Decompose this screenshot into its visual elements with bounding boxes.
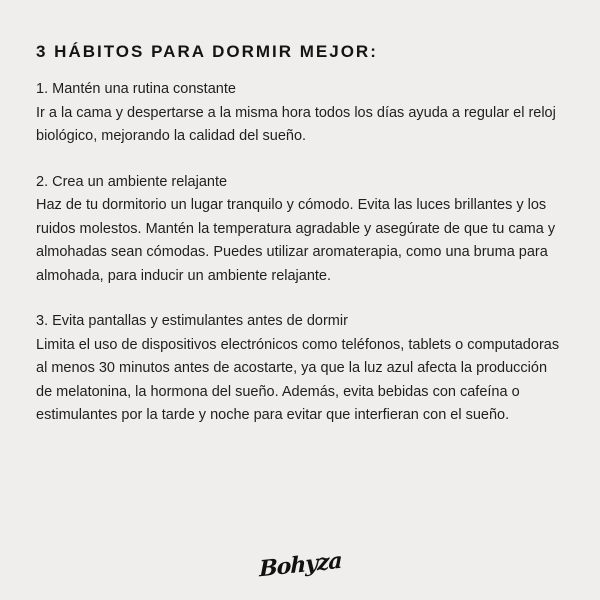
tip-heading: 3. Evita pantallas y estimulantes antes de dormir bbox=[36, 313, 348, 330]
tip-heading: 1. Mantén una rutina constante bbox=[36, 81, 236, 98]
signature-area bbox=[36, 547, 564, 600]
brand-signature: Bohyza bbox=[258, 547, 342, 583]
tip-heading: 2. Crea un ambiente relajante bbox=[36, 173, 228, 190]
tip-body: Haz de tu dormitorio un lugar tranquilo y cómodo. Evita las luces brillantes y los ruidos molestos. Mantén la temperatura agradable y asegúrate de que tu cama y almohadas sean cómodas. Puedes utilizar aromaterapia, como una bruma para almohada, para inducir un ambiente relajante. bbox=[36, 197, 556, 284]
tip-section-3 bbox=[36, 310, 564, 427]
tip-body: Limita el uso de dispositivos electrónicos como teléfonos, tablets o computadoras al menos 30 minutos antes de acostarte, ya que la luz azul afecta la producción de melatonina, la hormona del sueño. Además, evita bebidas con cafeína o estimulantes por la tarde y noche para evitar que interfieran con el sueño. bbox=[36, 336, 560, 424]
tip-body: Ir a la cama y despertarse a la misma hora todos los días ayuda a regular el reloj biológico, mejorando la calidad del sueño. bbox=[36, 104, 556, 145]
tip-section-1 bbox=[36, 78, 564, 148]
page-title: 3 HÁBITOS PARA DORMIR MEJOR: bbox=[36, 42, 378, 61]
tip-section-2 bbox=[36, 171, 564, 288]
